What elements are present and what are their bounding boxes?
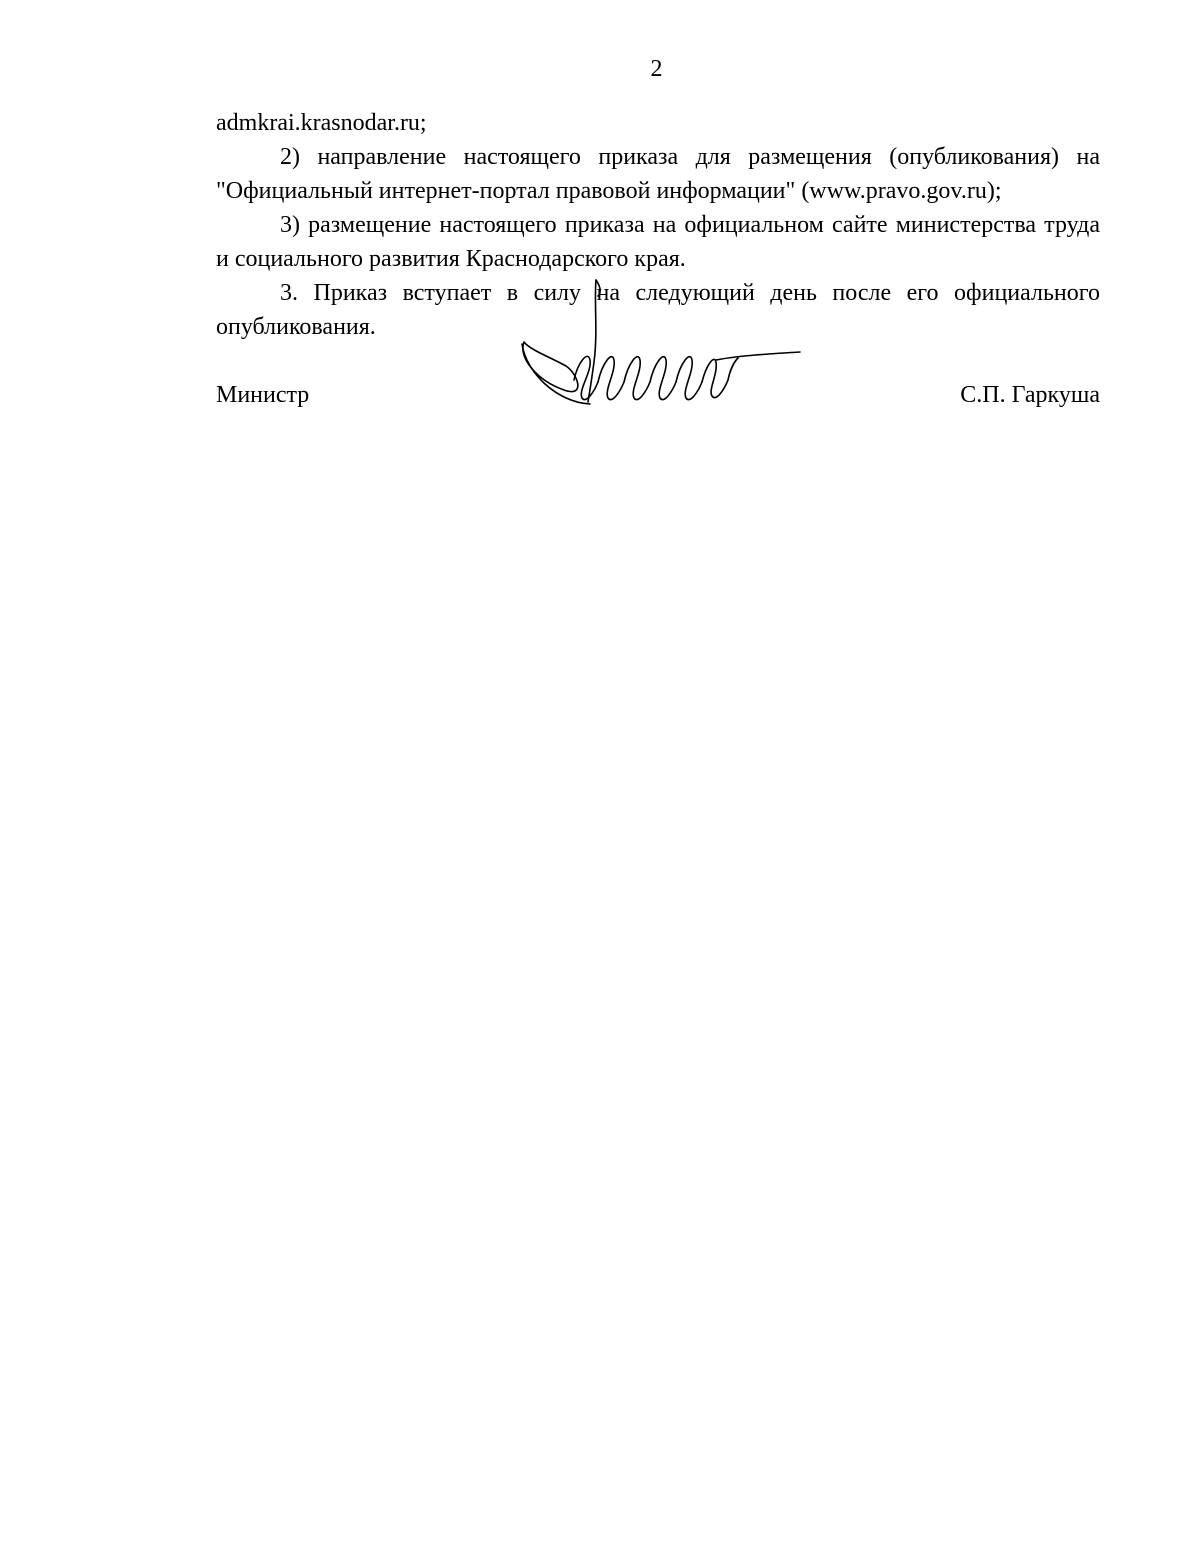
paragraph-4: 3. Приказ вступает в силу на следующий день после его официального опубликования. xyxy=(216,280,1100,340)
paragraph-1: admkrai.krasnodar.ru; xyxy=(216,110,427,136)
paragraph-3: 3) размещение настоящего приказа на официальном сайте министерства труда и социального развития Краснодарского края. xyxy=(216,212,1100,272)
handwritten-signature xyxy=(516,262,806,412)
page-number: 2 xyxy=(650,56,663,82)
signer-title: Министр xyxy=(216,382,310,408)
signer-name: С.П. Гаркуша xyxy=(960,382,1100,408)
paragraph-2: 2) направление настоящего приказа для размещения (опубликования) на "Официальный интернет-портал правовой информации" (www.pravo.gov.ru); xyxy=(216,144,1100,204)
